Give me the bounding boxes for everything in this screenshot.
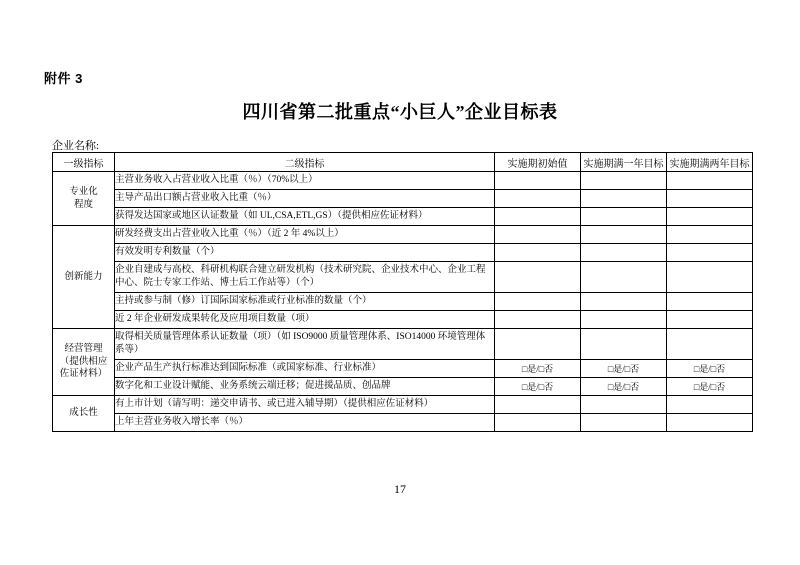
indicator-cell: 上年主营业务收入增长率（％） (115, 414, 495, 432)
indicator-cell: 获得发达国家或地区认证数量（如 UL,CSA,ETL,GS）（提供相应佐证材料） (115, 208, 495, 226)
attachment-label: 附件 3 (44, 71, 83, 86)
value-cell-year1[interactable] (581, 396, 667, 414)
value-cell-year2[interactable] (667, 190, 753, 208)
value-cell-initial[interactable] (495, 244, 581, 262)
value-cell-year2[interactable] (667, 262, 753, 293)
header-level2: 二级指标 (115, 153, 495, 172)
goal-table (52, 152, 753, 432)
indicator-cell: 数字化和工业设计赋能、业务系统云端迁移；促进援品质、创品牌 (115, 378, 495, 396)
value-cell-year2[interactable] (667, 244, 753, 262)
table-row (53, 360, 753, 378)
indicator-cell: 企业产品生产执行标准达到国际标准（或国家标准、行业标准） (115, 360, 495, 378)
value-cell-year1[interactable] (581, 311, 667, 329)
value-cell-initial[interactable] (495, 311, 581, 329)
value-cell-year2[interactable] (667, 396, 753, 414)
table-header-row (53, 153, 753, 172)
value-cell-initial[interactable] (495, 208, 581, 226)
header-value-initial: 实施期初始值 (495, 153, 581, 172)
value-cell-year2[interactable] (667, 329, 753, 360)
value-cell-year1[interactable]: □是/□否 (581, 360, 667, 378)
indicator-cell: 主持或参与制（修）订国际国家标准或行业标准的数量（个） (115, 293, 495, 311)
table-body (53, 172, 753, 432)
indicator-cell: 有效发明专利数量（个） (115, 244, 495, 262)
value-cell-year2[interactable] (667, 311, 753, 329)
header-value-year1: 实施期满一年目标 (581, 153, 667, 172)
category-cell: 专业化 程度 (53, 172, 115, 226)
category-cell: 创新能力 (53, 226, 115, 329)
value-cell-year2[interactable] (667, 414, 753, 432)
indicator-cell: 主导产品出口额占营业收入比重（％） (115, 190, 495, 208)
value-cell-year2[interactable] (667, 172, 753, 190)
page-title: 四川省第二批重点“小巨人”企业目标表 (242, 102, 558, 122)
table-row (53, 190, 753, 208)
table-row (53, 414, 753, 432)
table-row (53, 378, 753, 396)
table-row (53, 329, 753, 360)
value-cell-initial[interactable] (495, 414, 581, 432)
value-cell-year1[interactable] (581, 262, 667, 293)
value-cell-initial[interactable] (495, 190, 581, 208)
indicator-cell: 主营业务收入占营业收入比重（％）（70%以上） (115, 172, 495, 190)
value-cell-initial[interactable] (495, 293, 581, 311)
value-cell-initial[interactable] (495, 329, 581, 360)
value-cell-initial[interactable]: □是/□否 (495, 360, 581, 378)
table-row (53, 293, 753, 311)
value-cell-year1[interactable]: □是/□否 (581, 378, 667, 396)
value-cell-year2[interactable]: □是/□否 (667, 378, 753, 396)
value-cell-initial[interactable] (495, 172, 581, 190)
value-cell-year1[interactable] (581, 190, 667, 208)
value-cell-year2[interactable] (667, 226, 753, 244)
page-number: 17 (394, 482, 406, 496)
value-cell-year1[interactable] (581, 329, 667, 360)
value-cell-year1[interactable] (581, 208, 667, 226)
indicator-cell: 取得相关质量管理体系认证数量（项）（如 ISO9000 质量管理体系、ISO14000 环境管理体系等） (115, 329, 495, 360)
value-cell-initial[interactable] (495, 226, 581, 244)
value-cell-year1[interactable] (581, 244, 667, 262)
header-level1: 一级指标 (53, 153, 115, 172)
indicator-cell: 企业自建成与高校、科研机构联合建立研发机构（技术研究院、企业技术中心、企业工程中心、院士专家工作站、博士后工作站等）（个） (115, 262, 495, 293)
value-cell-initial[interactable]: □是/□否 (495, 378, 581, 396)
table-row (53, 208, 753, 226)
table-row (53, 262, 753, 293)
header-value-year2: 实施期满两年目标 (667, 153, 753, 172)
value-cell-year1[interactable] (581, 414, 667, 432)
category-cell: 成长性 (53, 396, 115, 432)
indicator-cell: 近 2 年企业研发成果转化及应用项目数量（项） (115, 311, 495, 329)
table-row (53, 244, 753, 262)
value-cell-year2[interactable] (667, 293, 753, 311)
value-cell-initial[interactable] (495, 262, 581, 293)
value-cell-year1[interactable] (581, 172, 667, 190)
table-row (53, 172, 753, 190)
category-cell: 经营管理 （提供相应 佐证材料） (53, 329, 115, 396)
table-row (53, 311, 753, 329)
value-cell-initial[interactable] (495, 396, 581, 414)
value-cell-year2[interactable] (667, 208, 753, 226)
table-row (53, 226, 753, 244)
indicator-cell: 研发经费支出占营业收入比重（％）（近 2 年 4%以上） (115, 226, 495, 244)
indicator-cell: 有上市计划（请写明：递交申请书、或已进入辅导期）（提供相应佐证材料） (115, 396, 495, 414)
value-cell-year1[interactable] (581, 293, 667, 311)
value-cell-year1[interactable] (581, 226, 667, 244)
table-row (53, 396, 753, 414)
company-name-label: 企业名称: (52, 140, 100, 152)
value-cell-year2[interactable]: □是/□否 (667, 360, 753, 378)
